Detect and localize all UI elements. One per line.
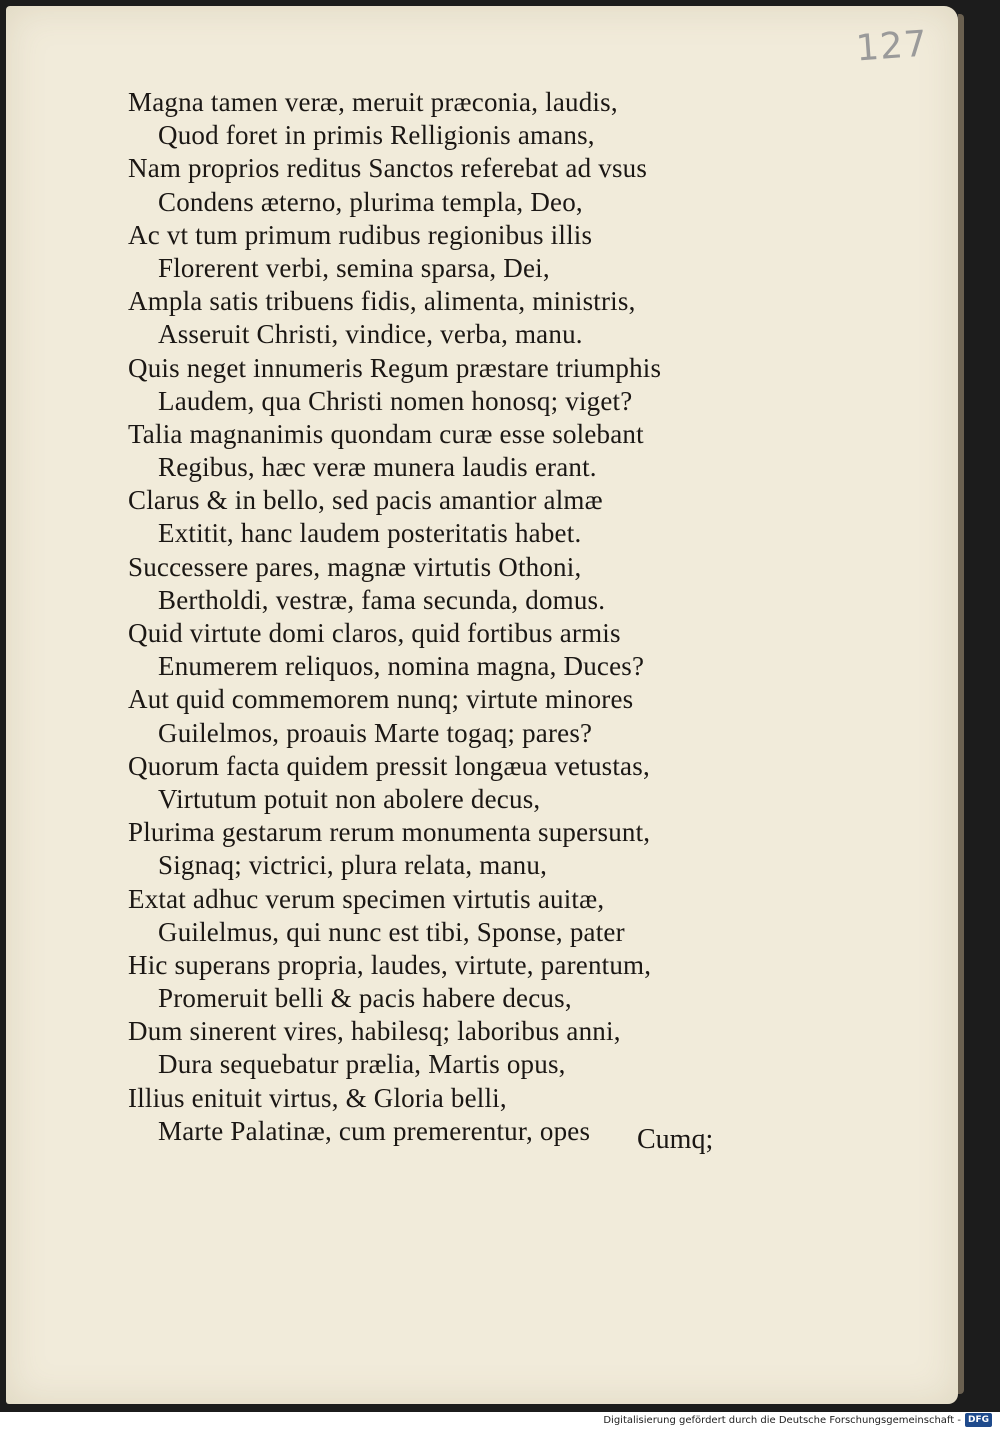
verse-line: Extat adhuc verum specimen virtutis auitæ, [128, 883, 605, 914]
verse-line: Enumerem reliquos, nomina magna, Duces? [158, 651, 645, 682]
verse-line: Ampla satis tribuens fidis, alimenta, ministris, [128, 286, 636, 317]
verse-line: Illius enituit virtus, & Gloria belli, [128, 1082, 507, 1113]
dfg-logo: DFG [965, 1413, 992, 1427]
verse-line: Clarus & in bello, sed pacis amantior almæ [128, 485, 603, 516]
verse-line: Virtutum potuit non abolere decus, [158, 783, 541, 814]
verse-line: Asseruit Christi, vindice, verba, manu. [158, 319, 583, 350]
verse-line: Guilelmos, proauis Marte togaq; pares? [158, 717, 593, 748]
verse-line: Promeruit belli & pacis habere decus, [158, 983, 572, 1014]
verse-line: Quorum facta quidem pressit longæua vetustas, [128, 750, 650, 781]
verse-line: Bertholdi, vestræ, fama secunda, domus. [158, 584, 606, 615]
verse-line: Dum sinerent vires, habilesq; laboribus anni, [128, 1016, 621, 1047]
verse-line: Hic superans propria, laudes, virtute, parentum, [128, 949, 652, 980]
catchword: Cumq; [637, 1124, 714, 1155]
verse-line: Magna tamen veræ, meruit præconia, laudis, [128, 87, 618, 117]
verse-line: Extitit, hanc laudem posteritatis habet. [158, 518, 582, 549]
verse-line: Quod foret in primis Relligionis amans, [158, 120, 595, 151]
verse-line: Regibus, hæc veræ munera laudis erant. [158, 452, 597, 483]
verse-line: Ac vt tum primum rudibus regionibus illis [128, 219, 593, 250]
verse-line: Signaq; victrici, plura relata, manu, [158, 850, 548, 881]
verse-line: Laudem, qua Christi nomen honosq; viget? [158, 385, 633, 416]
verse-line: Aut quid commemorem nunq; virtute minores [128, 684, 634, 715]
verse-line: Condens æterno, plurima templa, Deo, [158, 186, 583, 217]
verse-line: Florerent verbi, semina sparsa, Dei, [158, 252, 550, 283]
verse-line: Talia magnanimis quondam curæ esse solebant [128, 418, 644, 449]
verse-line: Quid virtute domi claros, quid fortibus armis [128, 618, 621, 648]
digitization-credit [603, 1412, 992, 1428]
verse-line: Nam proprios reditus Sanctos referebat ad vsus [128, 153, 648, 184]
verse-text [128, 86, 768, 1148]
page-edge [958, 14, 964, 1394]
folio-number: 127 [854, 23, 930, 70]
verse-line: Quis neget innumeris Regum præstare triumphis [128, 352, 662, 383]
credit-text: Digitalisierung gefördert durch die Deutsche Forschungsgemeinschaft - [603, 1414, 961, 1426]
verse-line: Plurima gestarum rerum monumenta supersunt, [128, 817, 651, 848]
verse-line: Marte Palatinæ, cum premerentur, opes [158, 1115, 591, 1146]
verse-line: Guilelmus, qui nunc est tibi, Sponse, pater [158, 916, 625, 947]
verse-line: Dura sequebatur prælia, Martis opus, [158, 1049, 566, 1080]
verse-line: Successere pares, magnæ virtutis Othoni, [128, 551, 582, 582]
